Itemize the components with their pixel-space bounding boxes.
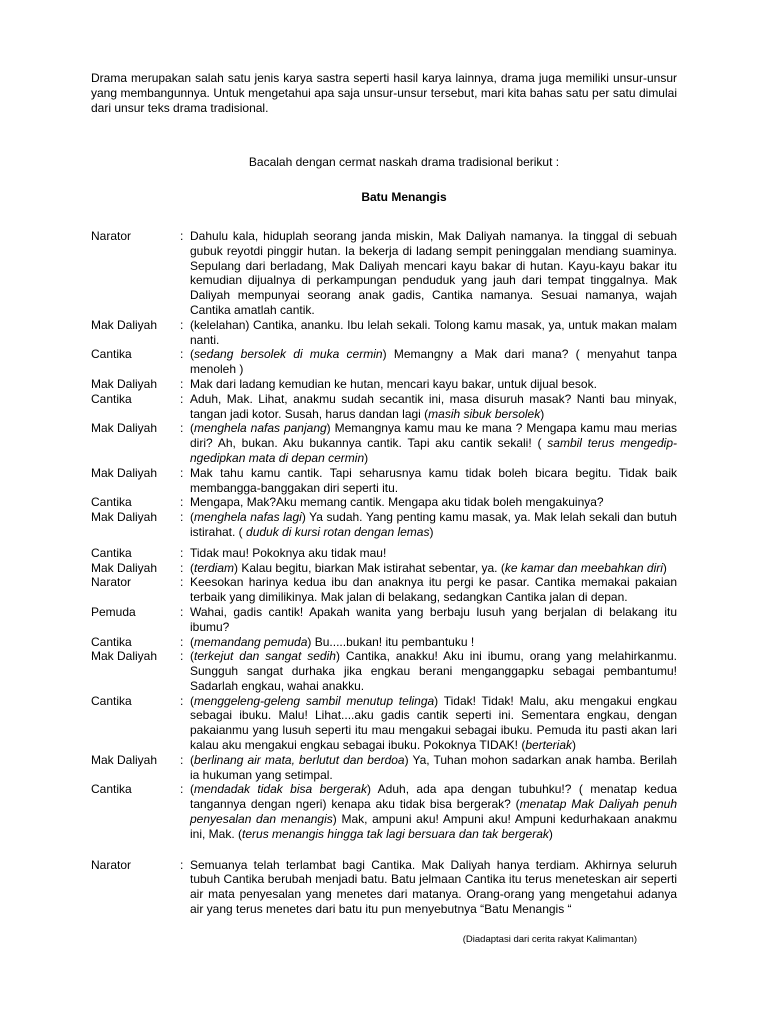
dialogue-text: (kelelahan) Cantika, ananku. Ibu lelah sekali. Tolong kamu masak, ya, untuk makan malam nanti. (190, 317, 677, 347)
stage-direction: mendadak tidak bisa bergerak (194, 782, 367, 797)
speaker-name: Mak Daliyah (91, 752, 158, 767)
dialogue-line (91, 546, 677, 561)
document-page (91, 71, 677, 948)
stage-direction: menatap Mak Daliyah penuh penyesalan dan menangis (190, 797, 677, 827)
speaker-colon: : (180, 317, 184, 332)
dialogue-line (91, 495, 677, 510)
speaker-name: Mak Daliyah (91, 510, 158, 525)
dialogue-text: Tidak mau! Pokoknya aku tidak mau! (190, 545, 387, 560)
speaker-name: Mak Daliyah (91, 465, 158, 480)
dialogue-text: (memandang pemuda) Bu.....bukan! itu pembantuku ! (190, 634, 475, 649)
speaker-name: Mak Daliyah (91, 560, 158, 575)
speaker-name: Mak Daliyah (91, 649, 158, 664)
speaker-name: Cantika (91, 495, 132, 510)
stage-direction: menghela nafas lagi (194, 510, 302, 525)
speaker-colon: : (180, 545, 184, 560)
dialogue-text: Keesokan harinya kedua ibu dan anaknya itu pergi ke pasar. Cantika memakai pakaian terbaik yang dimilikinya. Mak jalan di belakang, sedangkan Cantika jalan di depan. (190, 575, 677, 605)
dialogue-line (91, 635, 677, 650)
dialogue-text: Mak dari ladang kemudian ke hutan, mencari kayu bakar, untuk dijual besok. (190, 376, 597, 391)
dialogue-line (91, 561, 677, 576)
source-note: (Diadaptasi dari cerita rakyat Kalimantan) (462, 933, 637, 945)
speaker-name: Narator (91, 575, 132, 590)
drama-script (91, 229, 677, 917)
speaker-colon: : (180, 510, 184, 525)
dialogue-text: (menghela nafas lagi) Ya sudah. Yang penting kamu masak, ya. Mak lelah sekali dan butuh istirahat. ( duduk di kursi rotan dengan lemas) (190, 510, 677, 539)
dialogue-line (91, 510, 677, 540)
dialogue-line (91, 694, 677, 753)
speaker-colon: : (180, 347, 184, 362)
speaker-name: Cantika (91, 782, 132, 797)
dialogue-text: Wahai, gadis cantik! Apakah wanita yang berbaju lusuh yang berjalan di belakang itu ibumu? (190, 604, 677, 634)
speaker-colon: : (180, 693, 184, 708)
dialogue-text: Semuanya telah terlambat bagi Cantika. Mak Daliyah hanya terdiam. Akhirnya seluruh tubuh Cantika berubah menjadi batu. Batu jelmaan Cantika itu terus meneteskan air seperti air mata penyesalan yang menetes dari matanya. Orang-orang yang mengetahui adanya air yang terus menetes dari batu itu pun menyebutnya “Batu Menangis “ (190, 857, 677, 917)
speaker-colon: : (180, 752, 184, 767)
dialogue-text: (menggeleng-geleng sambil menutup telinga) Tidak! Tidak! Malu, aku mengakui engkau sebagai ibuku. Malu! Lihat....aku gadis cantik seperti ini. Sementara engkau, dengan pakaianmu yang lusuh seperti itu mau mengakui sebagai ibuku. Pemuda itu pasti akan lari kalau aku mengakui engkau sebagai ibuku. Pokoknya TIDAK! (berteriak) (190, 693, 677, 753)
dialogue-text: (mendadak tidak bisa bergerak) Aduh, ada apa dengan tubuhku!? ( menatap kedua tangannya dengan ngeri) kenapa aku tidak bisa bergerak? (menatap Mak Daliyah penuh penyesalan dan menangis) Mak, ampuni aku! Ampuni aku! Ampuni kedurhakaan anakmu ini, Mak. (terus menangis hingga tak lagi bersuara dan tak bergerak) (190, 782, 677, 841)
speaker-name: Cantika (91, 693, 132, 708)
stage-direction: terdiam (194, 560, 235, 575)
instruction-text: Bacalah dengan cermat naskah drama tradisional berikut : (248, 155, 560, 170)
speaker-colon: : (180, 575, 184, 590)
dialogue-text: Mak tahu kamu cantik. Tapi seharusnya kamu tidak boleh bicara begitu. Tidak baik membangga-banggakan diri seperti itu. (190, 465, 677, 495)
dialogue-text: (menghela nafas panjang) Memangnya kamu mau ke mana ? Mengapa kamu mau merias diri? Ah, bukan. Aku bukannya cantik. Tapi aku cantik sekali! ( sambil terus mengedip-ngedipkan mata di depan cermin) (190, 421, 677, 465)
stage-direction: masih sibuk bersolek (428, 406, 541, 421)
dialogue-line (91, 466, 677, 496)
speaker-name: Mak Daliyah (91, 421, 158, 436)
speaker-name: Narator (91, 857, 132, 872)
stage-direction: menggeleng-geleng sambil menutup telinga (194, 693, 435, 708)
speaker-colon: : (180, 465, 184, 480)
dialogue-line (91, 753, 677, 783)
speaker-name: Mak Daliyah (91, 317, 158, 332)
stage-direction: terus menangis hingga tak lagi bersuara dan tak bergerak (242, 826, 549, 841)
dialogue-line (91, 318, 677, 348)
speaker-colon: : (180, 857, 184, 872)
dialogue-line (91, 421, 677, 465)
dialogue-line (91, 575, 677, 605)
dialogue-line (91, 392, 677, 422)
stage-direction: berteriak (525, 738, 573, 753)
stage-direction: sambil terus mengedip-ngedipkan mata di depan cermin (190, 436, 677, 465)
dialogue-line (91, 347, 677, 377)
speaker-colon: : (180, 376, 184, 391)
speaker-colon: : (180, 391, 184, 406)
intro-paragraph: Drama merupakan salah satu jenis karya sastra seperti hasil karya lainnya, drama juga memiliki unsur-unsur yang membangunnya. Untuk mengetahui apa saja unsur-unsur tersebut, mari kita bahas satu per satu dimulai dari unsur teks drama tradisional. (91, 71, 677, 115)
speaker-name: Mak Daliyah (91, 376, 158, 391)
stage-direction: ke kamar dan meebahkan diri (504, 560, 663, 575)
dialogue-line (91, 858, 677, 917)
stage-direction: menghela nafas panjang (194, 421, 327, 436)
speaker-colon: : (180, 421, 184, 436)
dialogue-line (91, 782, 677, 841)
speaker-colon: : (180, 495, 184, 510)
dialogue-text: Mengapa, Mak?Aku memang cantik. Mengapa aku tidak boleh mengakuinya? (190, 495, 604, 510)
speaker-name: Cantika (91, 545, 132, 560)
dialogue-text: (terdiam) Kalau begitu, biarkan Mak istirahat sebentar, ya. (ke kamar dan meebahkan diri) (190, 560, 667, 575)
drama-title: Batu Menangis (361, 190, 447, 205)
speaker-name: Cantika (91, 347, 132, 362)
stage-direction: berlinang air mata, berlutut dan berdoa (194, 752, 405, 767)
dialogue-text: (terkejut dan sangat sedih) Cantika, anakku! Aku ini ibumu, orang yang melahirkanmu. Sungguh sangat durhaka jika engkau berani menganggapku sebagai pembantumu! Sadarlah engkau, wahai anakku. (190, 649, 678, 693)
stage-direction: duduk di kursi rotan dengan lemas (246, 524, 430, 539)
dialogue-line (91, 605, 677, 635)
speaker-name: Narator (91, 228, 132, 243)
speaker-name: Cantika (91, 634, 132, 649)
dialogue-text: (berlinang air mata, berlutut dan berdoa) Ya, Tuhan mohon sadarkan anak hamba. Berilah ia hukuman yang setimpal. (190, 752, 677, 782)
speaker-colon: : (180, 782, 184, 797)
speaker-colon: : (180, 560, 184, 575)
spacer (91, 842, 677, 858)
dialogue-text: Aduh, Mak. Lihat, anakmu sudah secantik ini, masa disuruh masak? Nanti bau minyak, tangan jadi kotor. Susah, harus dandan lagi (masih sibuk bersolek) (190, 391, 677, 421)
dialogue-text: (sedang bersolek di muka cermin) Memangny a Mak dari mana? ( menyahut tanpa menoleh ) (190, 347, 677, 377)
speaker-name: Pemuda (91, 604, 136, 619)
dialogue-line (91, 229, 677, 318)
stage-direction: terkejut dan sangat sedih (194, 649, 336, 664)
dialogue-line (91, 377, 677, 392)
speaker-colon: : (180, 649, 184, 664)
speaker-name: Cantika (91, 391, 132, 406)
dialogue-line (91, 649, 677, 693)
speaker-colon: : (180, 634, 184, 649)
stage-direction: sedang bersolek di muka cermin (194, 347, 383, 362)
speaker-colon: : (180, 604, 184, 619)
speaker-colon: : (180, 228, 184, 243)
stage-direction: memandang pemuda (194, 634, 308, 649)
dialogue-text: Dahulu kala, hiduplah seorang janda miskin, Mak Daliyah namanya. Ia tinggal di sebuah gubuk reyotdi pinggir hutan. Ia bekerja di ladang sempit peninggalan mendiang suaminya. Sepulang dari berladang, Mak Daliyah mencari kayu bakar di hutan. Kayu-kayu bakar itu kemudian dijualnya di perkampungan penduduk yang jauh dari tempat tinggalnya. Mak Daliyah mempunyai seorang anak gadis, Cantika namanya. Sesuai namanya, wajah Cantika amatlah cantik. (190, 228, 677, 317)
